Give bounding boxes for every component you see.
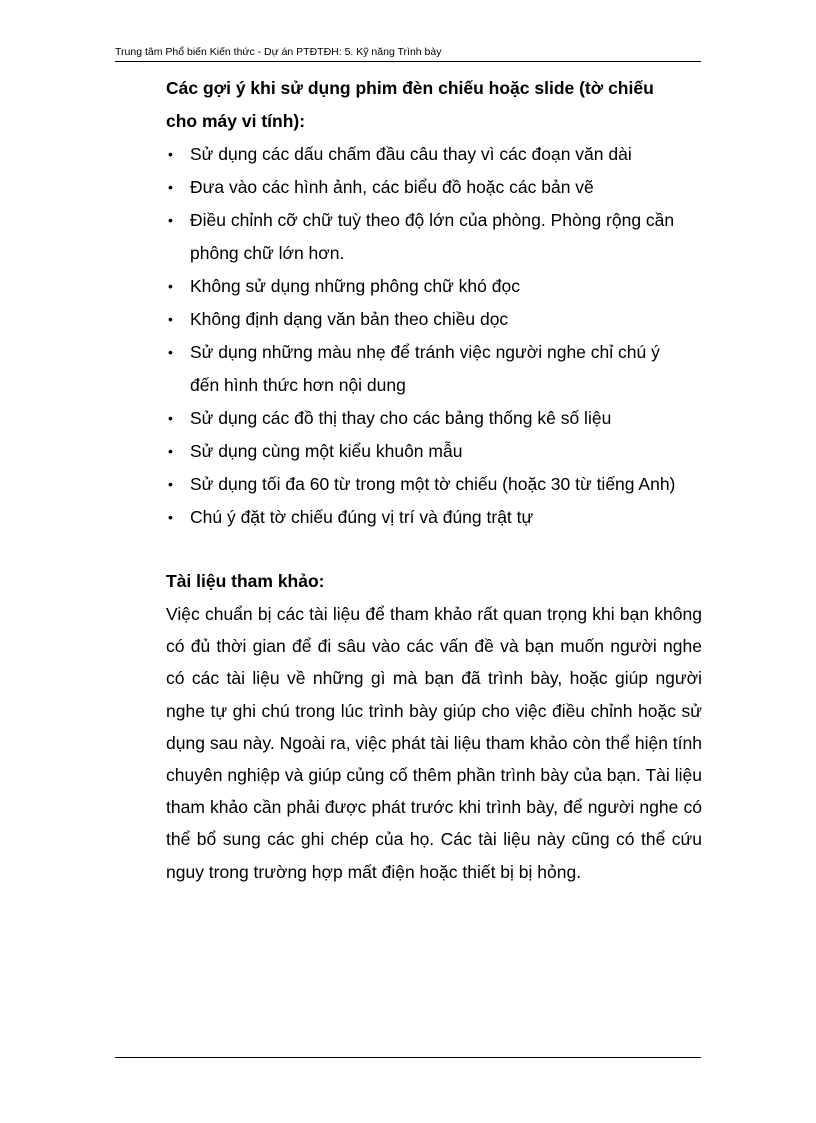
- tip-text: Chú ý đặt tờ chiếu đúng vị trí và đúng trật tự: [190, 507, 534, 527]
- bullet-icon: •: [168, 509, 173, 525]
- tips-heading: Các gợi ý khi sử dụng phim đèn chiếu hoặc slide (tờ chiếu cho máy vi tính):: [166, 78, 654, 131]
- bullet-icon: •: [168, 410, 173, 426]
- tip-item: [166, 402, 690, 435]
- bullet-icon: •: [168, 311, 173, 327]
- bullet-icon: •: [168, 344, 173, 360]
- footer-divider: [115, 1057, 701, 1058]
- references-paragraph: Việc chuẩn bị các tài liệu để tham khảo rất quan trọng khi bạn không có đủ thời gian để đi sâu vào các vấn đề và bạn muốn người nghe có các tài liệu về những gì mà bạn đã trình bày, hoặc giúp người nghe tự ghi chú trong lúc trình bày giúp cho việc điều chỉnh hoặc sử dụng sau này. Ngoài ra, việc phát tài liệu tham khảo còn thể hiện tính chuyên nghiệp và giúp củng cố thêm phần trình bày của bạn. Tài liệu tham khảo cần phải được phát trước khi trình bày, để người nghe có thể bổ sung các ghi chép của họ. Các tài liệu này cũng có thể cứu nguy trong trường hợp mất điện hoặc thiết bị bị hỏng.: [166, 604, 702, 882]
- tip-item: [166, 501, 690, 534]
- tip-text: Sử dụng các dấu chấm đầu câu thay vì các đoạn văn dài: [190, 144, 632, 164]
- tip-item: [166, 270, 690, 303]
- tip-item: [166, 336, 690, 402]
- tip-text: Sử dụng những màu nhẹ để tránh việc người nghe chỉ chú ý đến hình thức hơn nội dung: [190, 342, 660, 395]
- tip-item: [166, 204, 690, 270]
- tips-list: [166, 138, 702, 534]
- tip-item: [166, 303, 690, 336]
- bullet-icon: •: [168, 179, 173, 195]
- bullet-icon: •: [168, 146, 173, 162]
- bullet-icon: •: [168, 278, 173, 294]
- bullet-icon: •: [168, 476, 173, 492]
- tip-text: Sử dụng cùng một kiểu khuôn mẫu: [190, 441, 463, 461]
- tip-text: Sử dụng tối đa 60 từ trong một tờ chiếu (hoặc 30 từ tiếng Anh): [190, 474, 676, 494]
- header-divider: [115, 61, 701, 62]
- bullet-icon: •: [168, 443, 173, 459]
- tip-text: Không định dạng văn bản theo chiều dọc: [190, 309, 509, 329]
- tip-item: [166, 435, 690, 468]
- page-content: [166, 72, 702, 888]
- tip-item: [166, 468, 690, 501]
- running-header: Trung tâm Phổ biến Kiến thức - Dự án PTĐTĐH: 5. Kỹ năng Trình bày: [115, 46, 442, 58]
- tip-item: [166, 171, 690, 204]
- tip-text: Không sử dụng những phông chữ khó đọc: [190, 276, 520, 296]
- tip-text: Đưa vào các hình ảnh, các biểu đồ hoặc các bản vẽ: [190, 177, 594, 197]
- bullet-icon: •: [168, 212, 173, 228]
- tip-text: Sử dụng các đồ thị thay cho các bảng thống kê số liệu: [190, 408, 612, 428]
- references-heading: Tài liệu tham khảo:: [166, 571, 325, 591]
- tip-item: [166, 138, 690, 171]
- tip-text: Điều chỉnh cỡ chữ tuỳ theo độ lớn của phòng. Phòng rộng cần phông chữ lớn hơn.: [190, 210, 675, 263]
